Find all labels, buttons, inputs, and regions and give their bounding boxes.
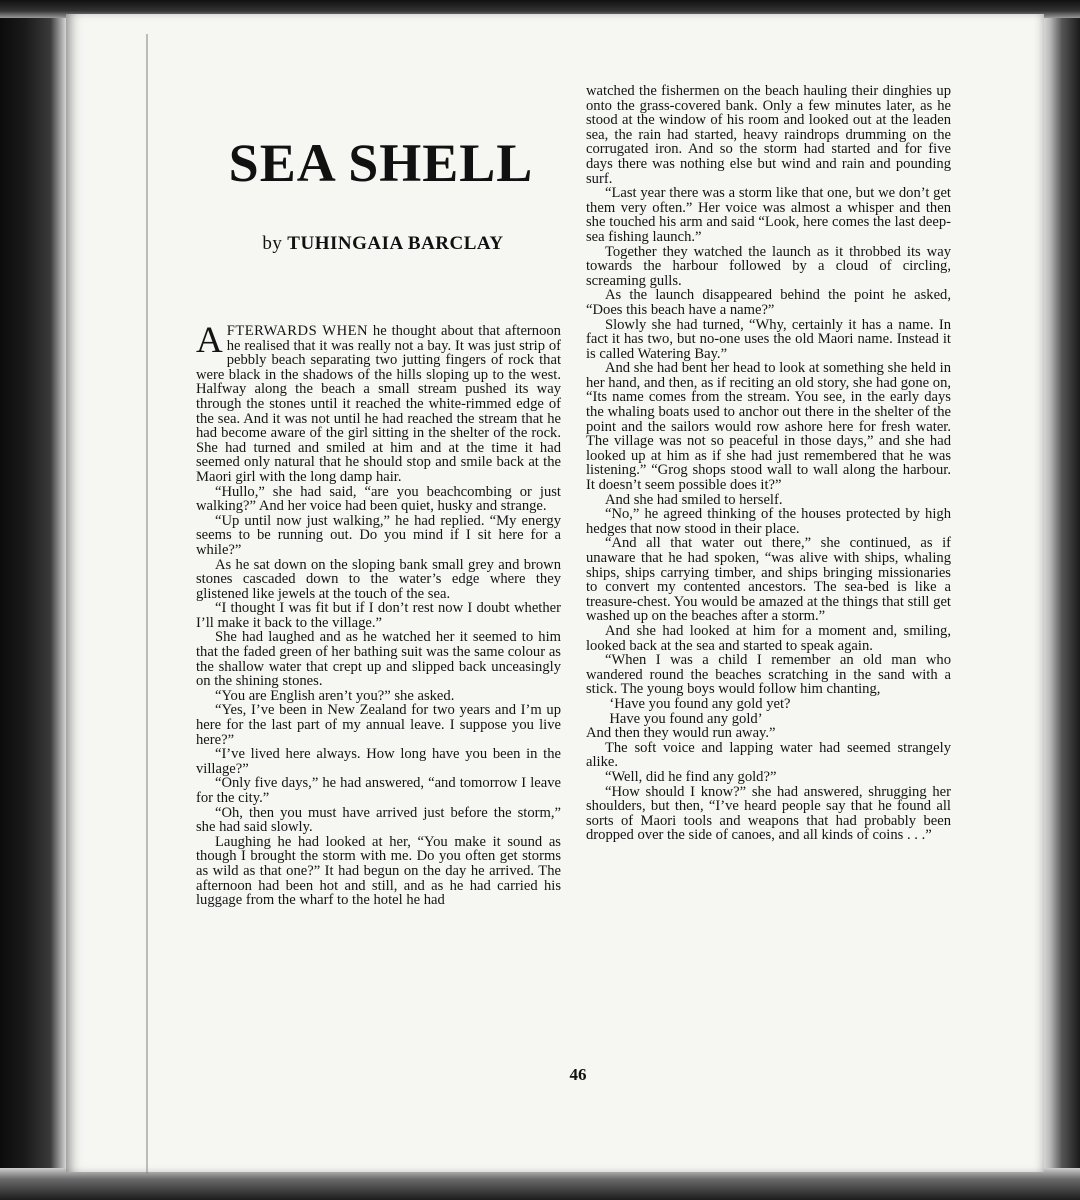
paragraph: “You are English aren’t you?” she asked. xyxy=(214,687,455,704)
opening-text: he thought about that afternoon he realised that it was really not a bay. It was just strip of pebbly beach separating two jutting fingers of rock that were black in the shadows of the hills sloping up to the west. Halfway along the beach a small stream pushed its way through the stones until it reached the white-rimmed edge of the sea. And it was not until he had reached the stream that he had become aware of the girl sitting in the shelter of the rock. She had turned and smiled at him and at the time it had seemed only natural that he should stop and smile back at the Maori girl with the long damp hair. xyxy=(196,323,561,485)
continuation-paragraph: watched the fishermen on the beach hauling their dinghies up onto the grass-covered bank. Only a few minutes later, as he stood at the window of his room and looked out at the leaden sea, the rain had started, heavy raindrops drumming on the corrugated iron. And so the storm had started and for five days there was nothing else but wind and rain and pounding surf. xyxy=(586,83,951,187)
verse-block xyxy=(586,697,951,726)
paragraph: “Oh, then you must have arrived just before the storm,” she had said slowly. xyxy=(196,804,561,836)
author-name: TUHINGAIA BARCLAY xyxy=(287,233,504,254)
paragraph: “Only five days,” he had answered, “and tomorrow I leave for the city.” xyxy=(196,775,561,806)
verse-line: Have you found any gold’ xyxy=(609,710,763,727)
binding-gutter xyxy=(146,34,148,1174)
paragraph: “Yes, I’ve been in New Zealand for two years and I’m up here for the last part of my annual leave. I suppose you live here?” xyxy=(196,702,561,748)
byline xyxy=(218,233,548,255)
paragraph: The soft voice and lapping water had seemed strangely alike. xyxy=(586,739,951,771)
scan-right-edge xyxy=(1040,0,1080,1200)
scan-bottom-edge xyxy=(0,1168,1080,1200)
paragraph: “Hullo,” she had said, “are you beachcombing or just walking?” And her voice had been quiet, husky and strange. xyxy=(196,483,561,515)
drop-cap: A xyxy=(196,320,223,361)
paragraph: “Well, did he find any gold?” xyxy=(604,768,777,785)
paragraph: As the launch disappeared behind the point he asked, “Does this beach have a name?” xyxy=(586,287,951,318)
paragraph: “No,” he agreed thinking of the houses protected by high hedges that now stood in their place. xyxy=(586,506,951,537)
paragraph: She had laughed and as he watched her it seemed to him that the faded green of her bathing suit was the same colour as the shallow water that crept up and slipped back unceasingly on the shining stones. xyxy=(196,629,561,690)
byline-prefix: by xyxy=(262,233,283,254)
paragraph: “When I was a child I remember an old man who wandered round the beaches scratching in the sand with a stick. The young boys would follow him chanting, xyxy=(586,652,951,698)
paragraph: “How should I know?” she had answered, shrugging her shoulders, but then, “I’ve heard people say that he found all sorts of Maori tools and weapons that had probably been dropped over the side of canoes, and all kinds of coins . . .” xyxy=(586,783,951,844)
scan-left-edge xyxy=(0,0,72,1200)
left-column xyxy=(196,320,561,909)
paragraph: “I thought I was fit but if I don’t rest now I doubt whether I’ll make it back to the village.” xyxy=(196,600,561,631)
article-title: SEA SHELL xyxy=(228,133,534,193)
paragraph: “And all that water out there,” she continued, as if unaware that he had spoken, “was alive with ships, whaling ships, ships carrying timber, and ships bringing missionaries to convert my contented ancestors. The sea-bed is like a treasure-chest. You would be amazed at the things that still get washed up on the beaches after a storm.” xyxy=(586,535,951,625)
right-column xyxy=(586,84,951,843)
paragraph: And she had bent her head to look at something she held in her hand, and then, as if reciting an old story, she had gone on, “Its name comes from the stream. You see, in the early days the whaling boats used to anchor out there in the shelter of the point and the sailors would row ashore here for fresh water. The village was not so peaceful in those days,” and she had looked up at him as if she had just remembered that he was listening.” “Grog shops stood wall to wall along the harbour. It doesn’t seem possible does it?” xyxy=(586,360,952,494)
paragraph: Slowly she had turned, “Why, certainly it has a name. In fact it has two, but no-one uses the old Maori name. Instead it is called Watering Bay.” xyxy=(586,316,951,362)
verse-line: ‘Have you found any gold yet? xyxy=(609,695,791,712)
right-paragraphs xyxy=(586,186,951,697)
page-number: 46 xyxy=(569,1065,587,1084)
verse-end-line: And then they would run away.” xyxy=(586,725,776,742)
left-paragraphs xyxy=(196,485,561,908)
paragraph: “Up until now just walking,” he had replied. “My energy seems to be running out. Do you mind if I sit here for a while?” xyxy=(196,512,561,558)
paragraph: And she had smiled to herself. xyxy=(604,491,783,508)
closing-paragraphs xyxy=(586,741,951,843)
paragraph: “Last year there was a storm like that one, but we don’t get them very often.” Her voice was almost a whisper and then she touched his arm and said “Look, here comes the last deep-sea fishing launch.” xyxy=(586,185,951,245)
opening-paragraph xyxy=(196,320,561,485)
paragraph: “I’ve lived here always. How long have you been in the village?” xyxy=(196,746,561,777)
paragraph: Together they watched the launch as it throbbed its way towards the harbour followed by a cloud of circling, screaming gulls. xyxy=(586,243,951,289)
paragraph: As he sat down on the sloping bank small grey and brown stones cascaded down to the water’s edge where they glistened like jewels at the touch of the sea. xyxy=(196,556,561,602)
paragraph: And she had looked at him for a moment and, smiling, looked back at the sea and started to speak again. xyxy=(586,622,951,654)
paragraph: Laughing he had looked at her, “You make it sound as though I brought the storm with me. Do you often get storms as wild as that one?” It had begun on the day he arrived. The afternoon had been hot and still, and as he had carried his luggage from the wharf to the hotel he had xyxy=(196,833,561,909)
lead-in: FTERWARDS WHEN xyxy=(226,323,369,339)
